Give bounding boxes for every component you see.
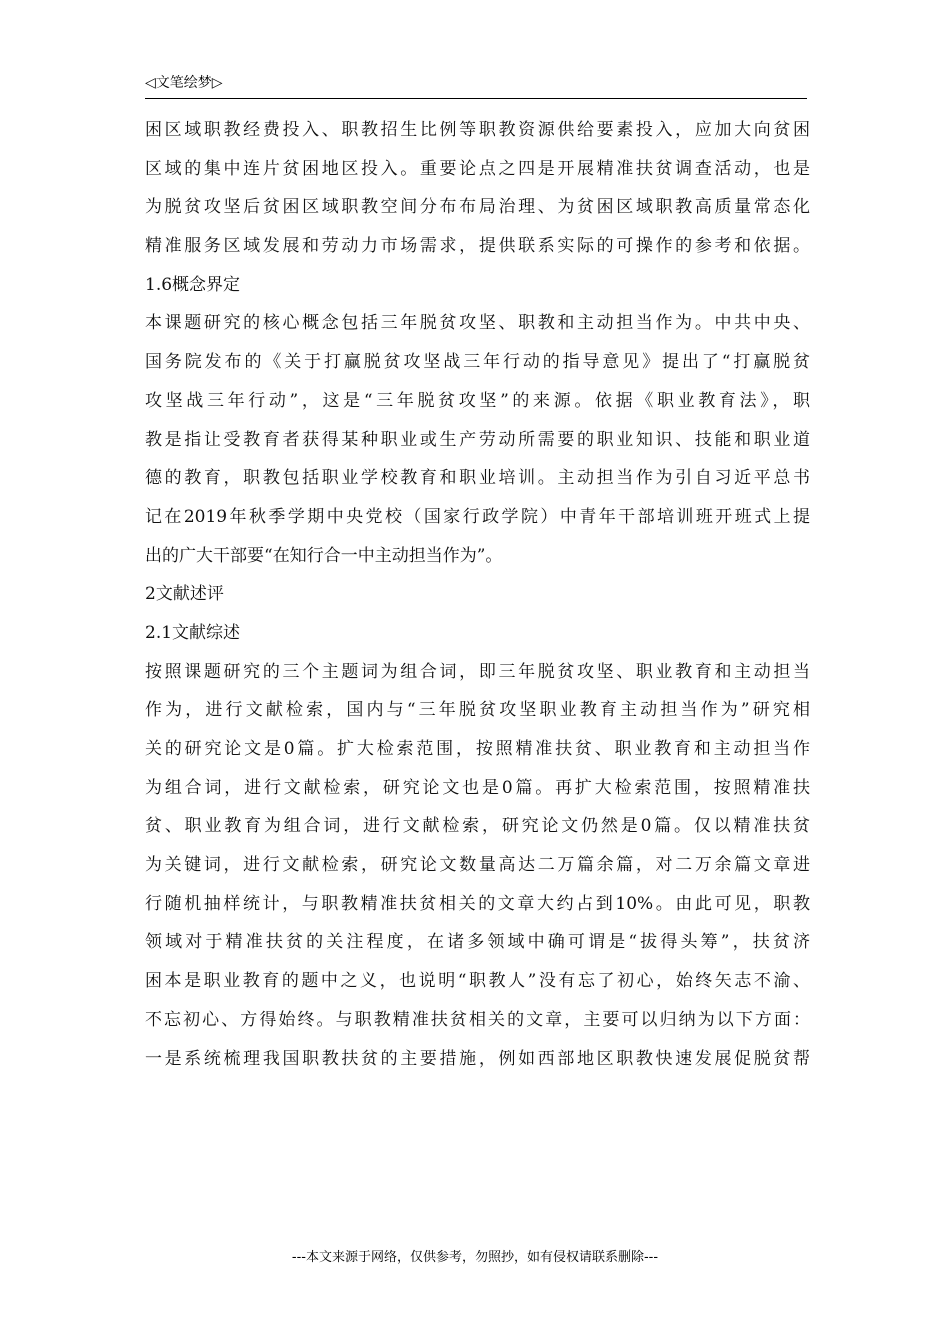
- text-line: 为关键词，进行文献检索，研究论文数量高达二万篇余篇，对二万余篇文章进: [145, 855, 810, 876]
- text-line: 作为，进行文献检索，国内与“三年脱贫攻坚职业教育主动担当作为”研究相: [145, 700, 810, 721]
- text-line: 区域的集中连片贫困地区投入。重要论点之四是开展精准扶贫调查活动，也是: [145, 158, 810, 179]
- text-line: 2.1文献综述: [145, 622, 241, 643]
- text-line: 贫、职业教育为组合词，进行文献检索，研究论文仍然是0篇。仅以精准扶贫: [145, 816, 810, 837]
- text-line: 出的广大干部要“在知行合一中主动担当作为”。: [145, 545, 503, 566]
- text-line: 关的研究论文是0篇。扩大检索范围，按照精准扶贫、职业教育和主动担当作: [145, 739, 810, 759]
- text-line: 困本是职业教育的题中之义，也说明“职教人”没有忘了初心，始终矢志不渝、: [145, 971, 810, 992]
- text-line: 2文献述评: [145, 584, 224, 605]
- page-header: [145, 72, 807, 99]
- text-line: 攻坚战三年行动”，这是“三年脱贫攻坚”的来源。依据《职业教育法》，职: [145, 390, 810, 411]
- text-line: 精准服务区域发展和劳动力市场需求，提供联系实际的可操作的参考和依据。: [145, 236, 810, 257]
- text-line: 德的教育，职教包括职业学校教育和职业培训。主动担当作为引自习近平总书: [145, 468, 810, 489]
- text-line: 不忘初心、方得始终。与职教精准扶贫相关的文章，主要可以归纳为以下方面：: [145, 1009, 810, 1030]
- text-line: 记在2019年秋季学期中央党校（国家行政学院）中青年干部培训班开班式上提: [145, 506, 810, 527]
- page-footer-disclaimer: ---本文来源于网络，仅供参考，勿照抄，如有侵权请联系删除---: [291, 1250, 659, 1265]
- text-line: 为脱贫攻坚后贫困区域职教空间分布布局治理、为贫困区域职教高质量常态化: [145, 197, 810, 218]
- text-line: 行随机抽样统计，与职教精准扶贫相关的文章大约占到10%。由此可见，职教: [145, 893, 810, 914]
- text-line: 领域对于精准扶贫的关注程度，在诸多领域中确可谓是“拔得头筹”，扶贫济: [145, 932, 810, 953]
- text-line: 教是指让受教育者获得某种职业或生产劳动所需要的职业知识、技能和职业道: [145, 429, 810, 450]
- text-line: 按照课题研究的三个主题词为组合词，即三年脱贫攻坚、职业教育和主动担当: [145, 661, 810, 682]
- text-line: 困区域职教经费投入、职教招生比例等职教资源供给要素投入，应加大向贫困: [145, 120, 810, 140]
- header-brand: [145, 74, 223, 92]
- left-triangle-icon: ◁: [145, 75, 156, 91]
- right-triangle-icon: ▷: [211, 75, 223, 91]
- text-line: 1.6概念界定: [145, 274, 241, 295]
- text-line: 国务院发布的《关于打赢脱贫攻坚战三年行动的指导意见》提出了“打赢脱贫: [145, 352, 810, 373]
- text-line: 为组合词，进行文献检索，研究论文也是0篇。再扩大检索范围，按照精准扶: [145, 777, 810, 798]
- text-line: 本课题研究的核心概念包括三年脱贫攻坚、职教和主动担当作为。中共中央、: [145, 313, 810, 334]
- text-line: 一是系统梳理我国职教扶贫的主要措施，例如西部地区职教快速发展促脱贫帮: [145, 1048, 810, 1069]
- header-brand-text: 文笔绘梦: [155, 75, 212, 91]
- document-body: [145, 111, 810, 1078]
